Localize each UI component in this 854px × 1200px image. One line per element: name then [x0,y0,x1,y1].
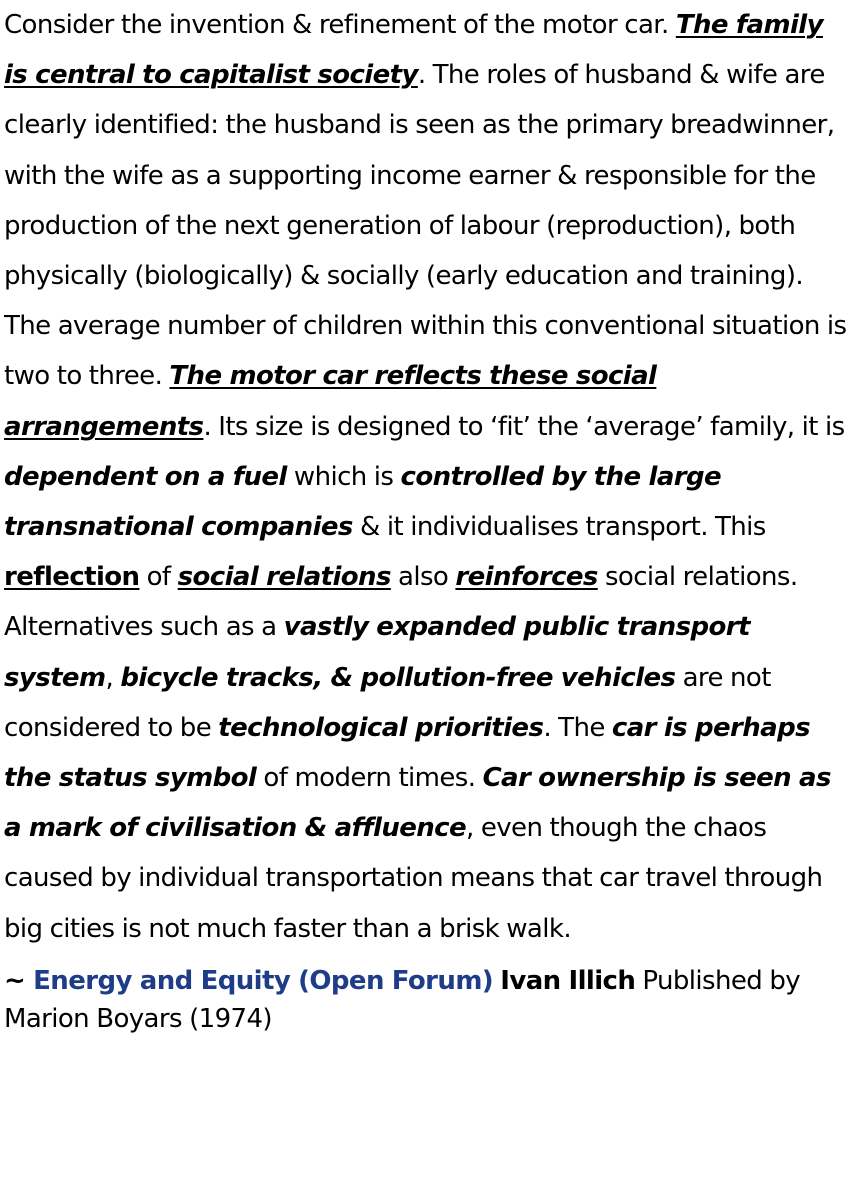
text-segment: of [139,562,178,593]
text-segment: , even though the chaos caused by individual transportation means that car travel through big cities is not much faster than a brisk walk. [4,813,823,944]
emphasis-segment: technological priorities [218,712,544,743]
emphasis-segment: The motor car reflects these social arrangements [4,361,657,442]
emphasis-segment: The family is central to capitalist society [4,10,823,91]
emphasis-segment: bicycle tracks, & pollution-free vehicles [120,662,676,693]
emphasis-segment: vastly expanded public transport system [4,612,750,693]
text-segment: & it individualises transport. This [352,512,766,543]
emphasis-segment: social relations [177,562,391,593]
text-segment: which is [286,461,401,492]
text-segment: of modern times. [256,763,483,794]
text-segment: are not considered to be [4,662,771,743]
text-segment: Consider the invention & refinement of the motor car. [4,10,676,40]
citation-work-title: Energy and Equity (Open Forum) [33,965,494,996]
text-segment: . The [543,712,612,743]
text-segment: . Its size is designed to ‘fit’ the ‘average’ family, it is [203,411,845,442]
citation [4,962,848,1038]
emphasis-segment: reflection [4,562,140,593]
text-segment: social relations. Alternatives such as a [4,562,798,643]
citation-publisher: Published by Marion Boyars (1974) [4,965,801,1034]
emphasis-segment: Car ownership is seen as a mark of civilisation & affluence [4,763,831,844]
emphasis-segment: controlled by the large transnational companies [4,461,722,543]
emphasis-segment: dependent on a fuel [4,461,287,492]
emphasis-segment: car is perhaps the status symbol [4,712,810,794]
quote-passage [4,0,848,954]
emphasis-segment: reinforces [455,562,598,593]
citation-tilde: ~ [4,965,34,996]
citation-author: Ivan Illich [500,965,636,996]
text-segment: also [390,562,456,593]
text-segment: , [105,662,121,693]
text-segment: . The roles of husband & wife are clearly identified: the husband is seen as the primary breadwinner, with the wife as a supporting income earner & responsible for the production of the next generation of labour (reproduction), both physically (biologically) & socially (early education and training). The average number of children within this conventional situation is two to three. [4,60,847,392]
